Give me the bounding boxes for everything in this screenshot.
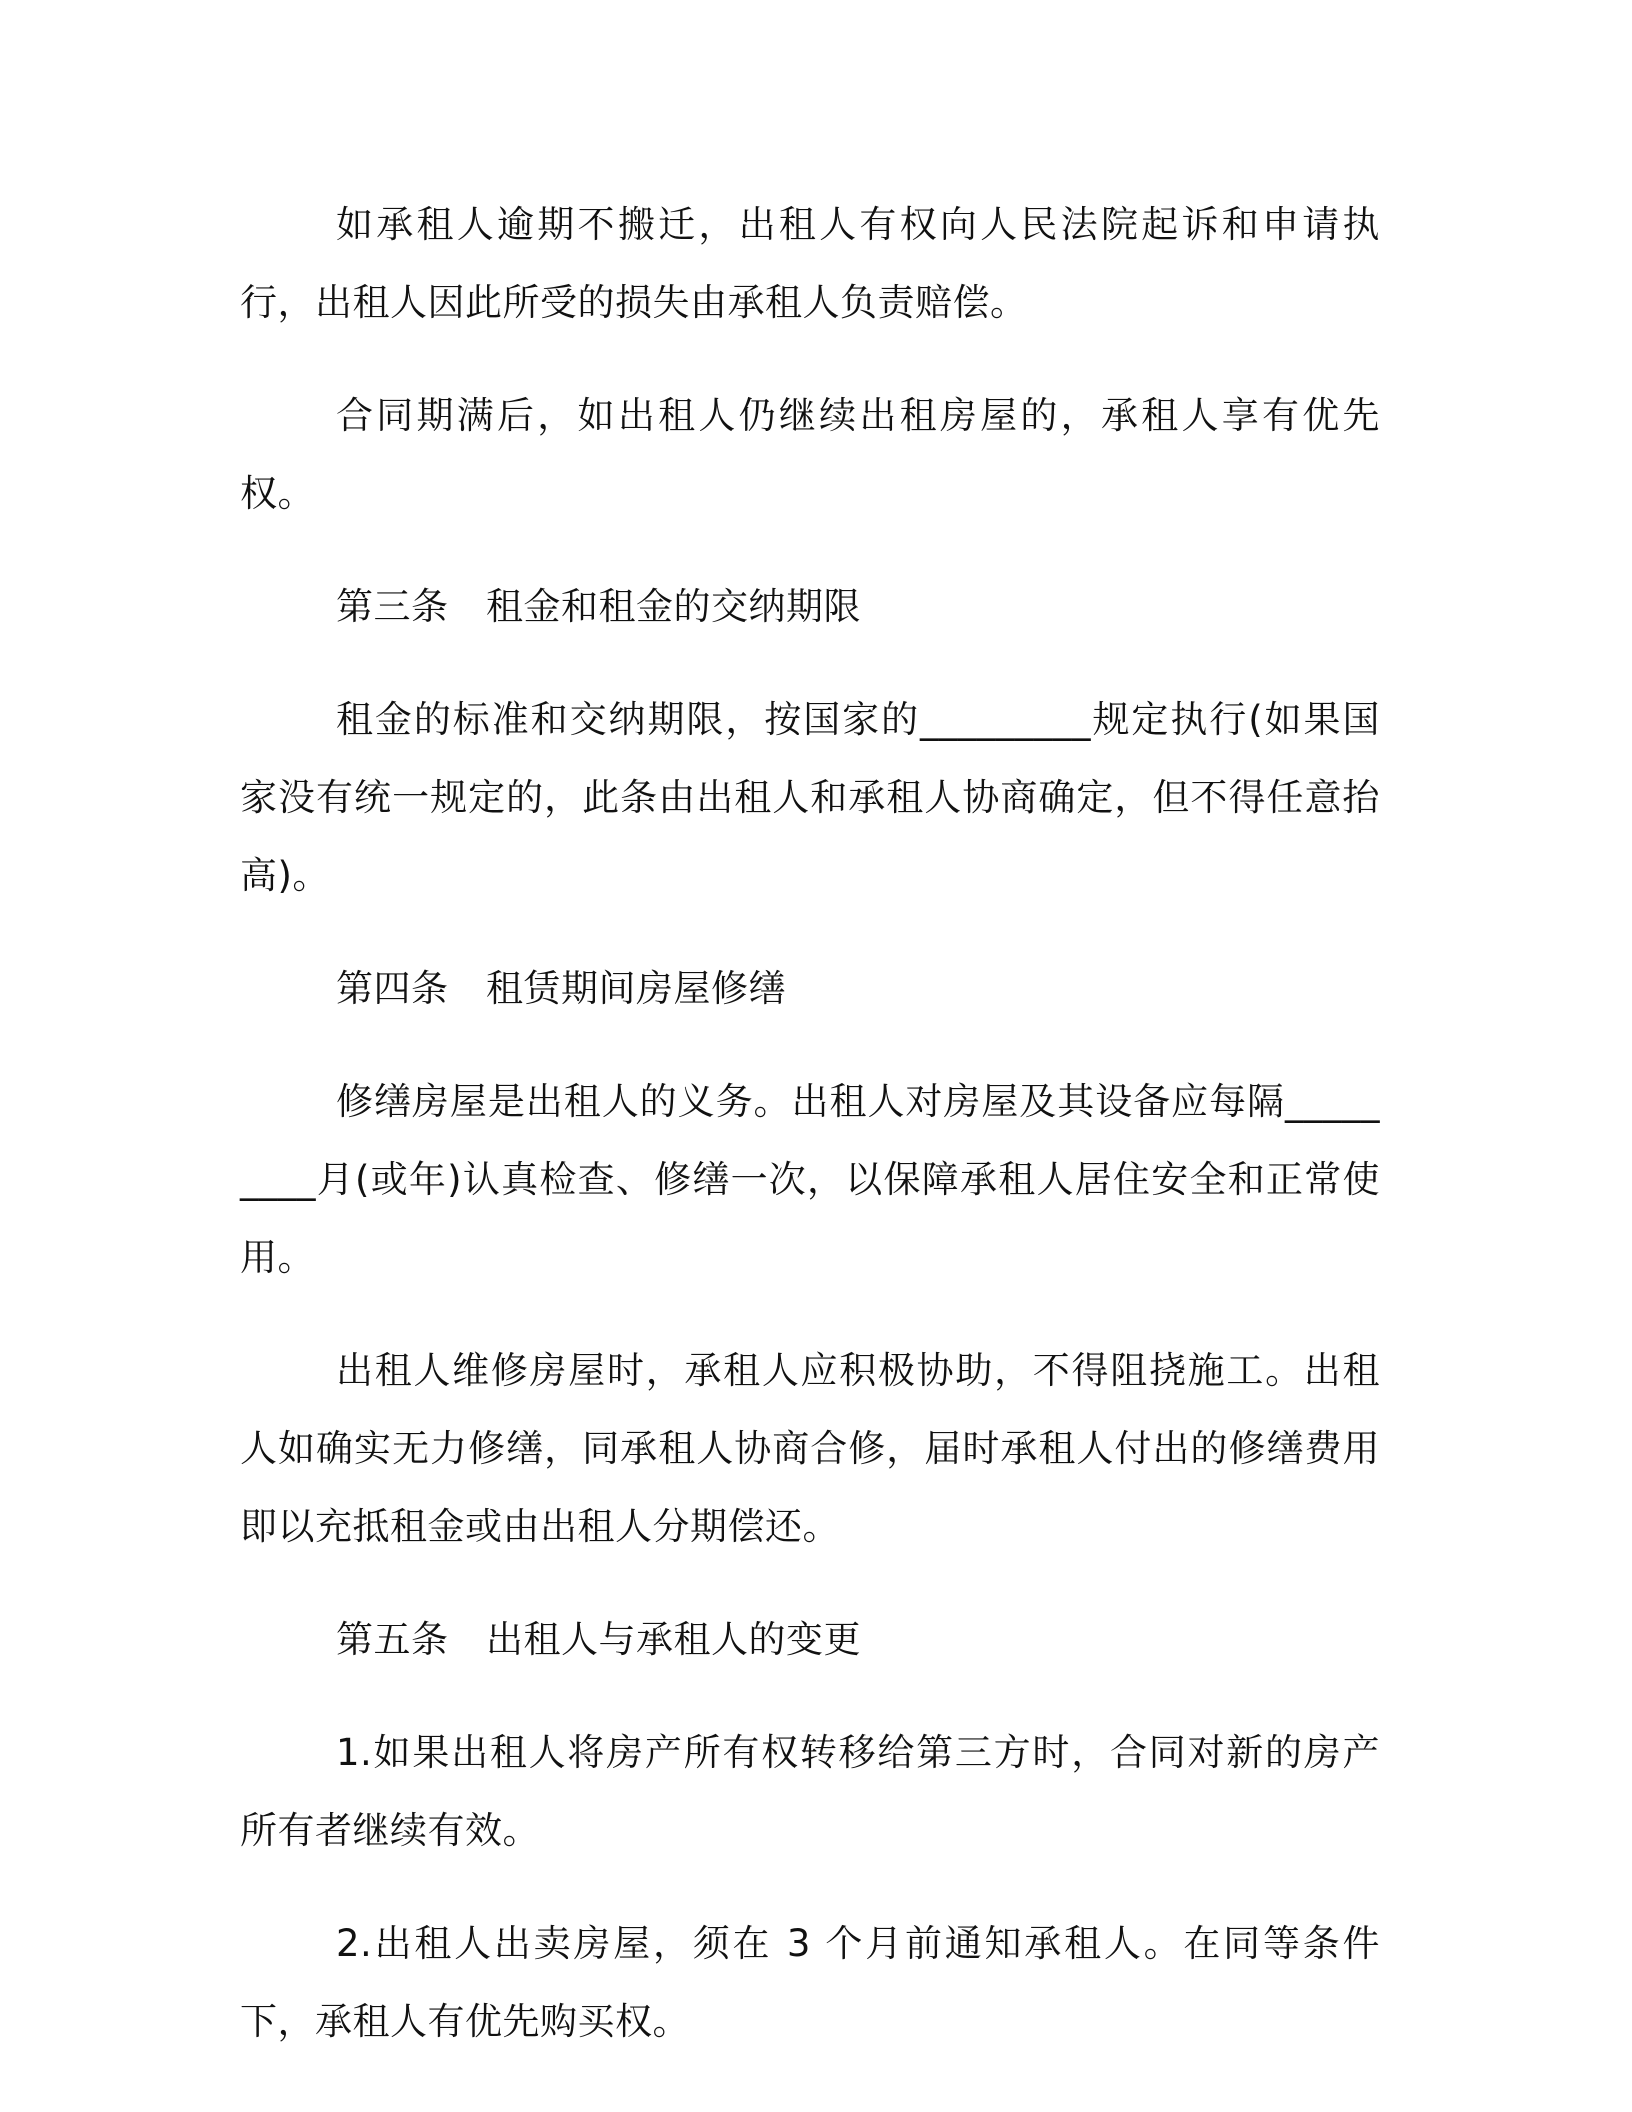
article-4-heading: 第四条 租赁期间房屋修缮 (336, 967, 786, 1010)
paragraph-repair-cooperation: 出租人维修房屋时，承租人应积极协助，不得阻挠施工。出租人如确实无力修缮，同承租人协商合修，届时承租人付出的修缮费用即以充抵租金或由出租人分期偿还。 (240, 1349, 1380, 1548)
paragraph-ownership-transfer: 1.如果出租人将房产所有权转移给第三方时，合同对新的房产所有者继续有效。 (240, 1731, 1380, 1852)
paragraph-sale-notice: 2.出租人出卖房屋，须在 3 个月前通知承租人。在同等条件下，承租人有优先购买权。 (240, 1922, 1380, 2043)
paragraph-relocation-default: 如承租人逾期不搬迁，出租人有权向人民法院起诉和申请执行，出租人因此所受的损失由承租人负责赔偿。 (240, 203, 1380, 324)
article-5-heading: 第五条 出租人与承租人的变更 (336, 1618, 861, 1661)
paragraph-repair-duty: 修缮房屋是出租人的义务。出租人对房屋及其设备应每隔_________月(或年)认真检查、修缮一次，以保障承租人居住安全和正常使用。 (240, 1080, 1380, 1279)
paragraph-rent-standard: 租金的标准和交纳期限，按国家的_________规定执行(如果国家没有统一规定的，此条由出租人和承租人协商确定，但不得任意抬高)。 (240, 698, 1380, 897)
paragraph-priority-renewal: 合同期满后，如出租人仍继续出租房屋的，承租人享有优先权。 (240, 394, 1380, 515)
document-body (240, 186, 1380, 2096)
article-3-heading: 第三条 租金和租金的交纳期限 (336, 585, 861, 628)
